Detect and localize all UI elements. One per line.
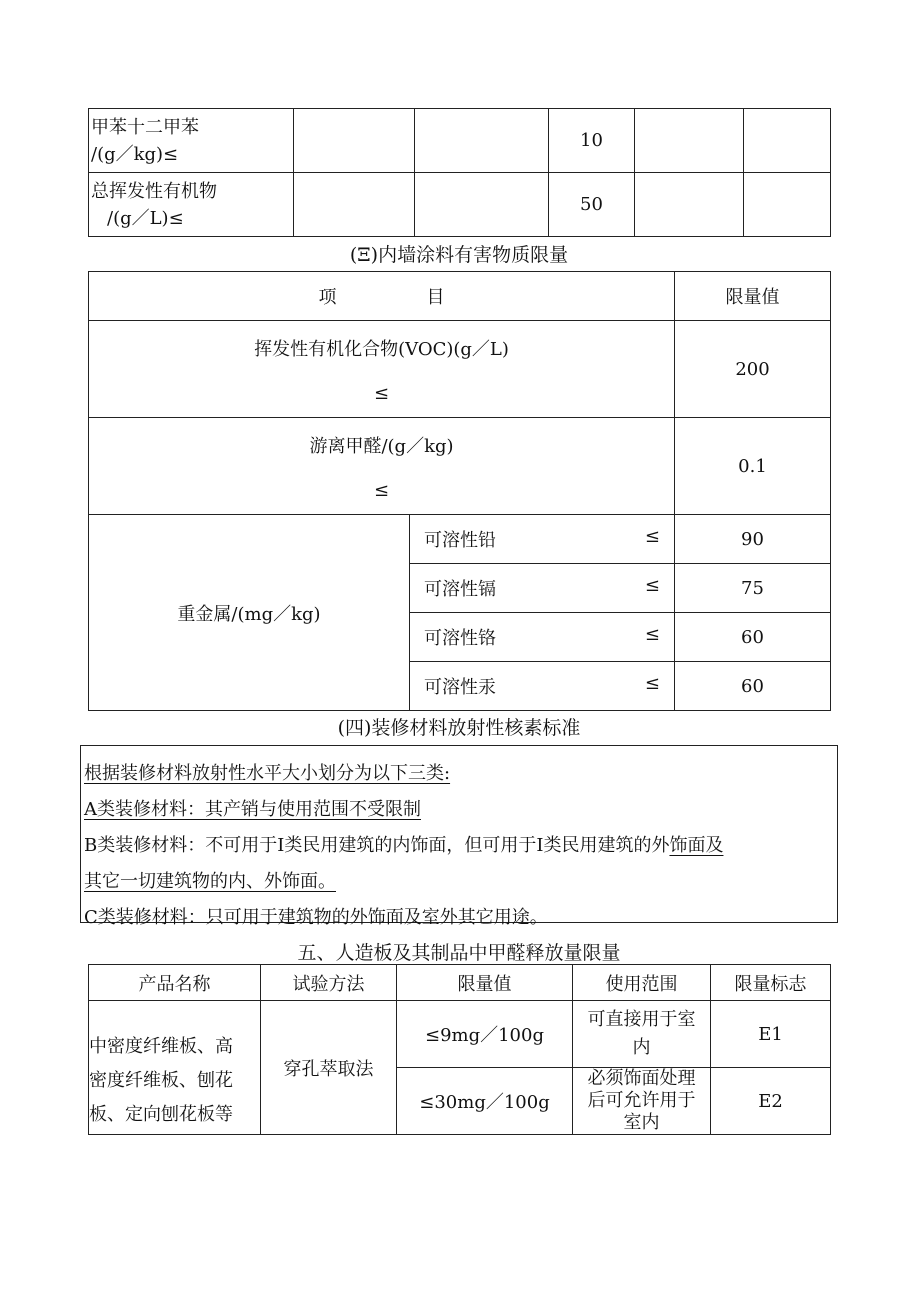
intro-text: 根据装修材料放射性水平大小划分为以下三类: (84, 763, 451, 784)
section-caption: (Ξ)内墙涂料有害物质限量 (349, 244, 569, 266)
table-row (89, 109, 831, 173)
header-value: 限量值 (675, 272, 831, 321)
table-row (89, 321, 831, 418)
metal-cell (410, 515, 675, 564)
class-b-text-cont: 其它一切建筑物的内、外饰面。 (84, 871, 336, 892)
metal-value: 90 (675, 515, 831, 564)
usage-scope-line: 后可允许用于 (587, 1090, 696, 1111)
product-name: 密度纤维板、刨花 (89, 1070, 233, 1091)
column-header: 限量值 (397, 965, 573, 1001)
le-symbol: ≤ (644, 624, 660, 645)
class-b-text: B类装修材料：不可用于Ⅰ类民用建筑的内饰面，但可用于Ⅰ类民用建筑的外 (84, 835, 670, 856)
table-header-row (89, 965, 831, 1001)
test-method: 穿孔萃取法 (261, 1001, 397, 1135)
metal-value: 60 (675, 613, 831, 662)
empty-cell (294, 109, 415, 173)
substance-cell (89, 109, 294, 173)
section-caption: (四)装修材料放射性核素标准 (337, 717, 581, 739)
header-item: 项 目 (89, 272, 675, 321)
usage-scope-line: 可直接用于室 (587, 1009, 696, 1030)
le-symbol: ≤ (644, 673, 660, 694)
le-symbol: ≤ (373, 382, 390, 404)
table-row (89, 515, 831, 564)
usage-scope-line: 必须饰面处理 (587, 1068, 696, 1089)
usage-scope-line: 内 (632, 1037, 651, 1058)
class-b-text-underlined: 饰面及 (669, 835, 724, 856)
le-symbol: ≤ (644, 575, 660, 596)
limit-value: 50 (549, 173, 635, 237)
table-header-row (89, 272, 831, 321)
radiation-classification-box (80, 745, 838, 928)
metal-name: 可溶性镉 (424, 579, 496, 600)
empty-cell (415, 173, 549, 237)
section-caption: 五、人造板及其制品中甲醛释放量限量 (297, 942, 621, 964)
interior-coating-table (88, 271, 831, 711)
voc-label: 挥发性有机化合物(VOC)(g／L) (254, 338, 509, 360)
formaldehyde-label: 游离甲醛/(g／kg) (309, 435, 454, 457)
limit-mark: E1 (711, 1001, 831, 1068)
limit-mark: E2 (711, 1068, 831, 1135)
formaldehyde-value: 0.1 (675, 418, 831, 515)
metal-cell (410, 613, 675, 662)
metal-value: 60 (675, 662, 831, 711)
metal-cell (410, 662, 675, 711)
empty-cell (744, 173, 831, 237)
substance-unit: /(g／kg)≤ (91, 143, 179, 165)
table-row (89, 418, 831, 515)
le-symbol: ≤ (644, 526, 660, 547)
table-row (89, 1001, 831, 1068)
metal-cell (410, 564, 675, 613)
empty-cell (635, 109, 744, 173)
substance-cell (89, 173, 294, 237)
heavy-metal-label: 重金属/(mg／kg) (89, 515, 410, 711)
usage-scope-line: 室内 (623, 1112, 660, 1133)
column-header: 试验方法 (261, 965, 397, 1001)
product-name: 中密度纤维板、高 (89, 1036, 233, 1057)
limit-value: ≤30mg／100g (397, 1068, 573, 1135)
empty-cell (635, 173, 744, 237)
empty-cell (294, 173, 415, 237)
substance-name: 甲苯十二甲苯 (91, 116, 199, 138)
formaldehyde-emission-table (88, 964, 831, 1135)
coating-limit-table-continued (88, 108, 831, 237)
voc-value: 200 (675, 321, 831, 418)
table-row (89, 173, 831, 237)
limit-value: 10 (549, 109, 635, 173)
class-c-text: C类装修材料：只可用于建筑物的外饰面及室外其它用途。 (84, 907, 548, 928)
metal-name: 可溶性铬 (424, 628, 496, 649)
empty-cell (744, 109, 831, 173)
class-a-text: A类装修材料：其产销与使用范围不受限制 (84, 799, 421, 820)
metal-name: 可溶性铅 (424, 530, 496, 551)
column-header: 使用范围 (573, 965, 711, 1001)
column-header: 限量标志 (711, 965, 831, 1001)
usage-scope (573, 1001, 711, 1068)
metal-value: 75 (675, 564, 831, 613)
voc-cell (89, 321, 675, 418)
column-header: 产品名称 (89, 965, 261, 1001)
product-name: 板、定向刨花板等 (89, 1104, 233, 1125)
substance-name: 总挥发性有机物 (91, 180, 217, 202)
empty-cell (415, 109, 549, 173)
usage-scope (573, 1068, 711, 1135)
formaldehyde-cell (89, 418, 675, 515)
metal-name: 可溶性汞 (424, 677, 496, 698)
substance-unit: /(g／L)≤ (107, 207, 184, 229)
le-symbol: ≤ (373, 479, 390, 501)
product-name-cell (89, 1001, 261, 1135)
limit-value: ≤9mg／100g (397, 1001, 573, 1068)
